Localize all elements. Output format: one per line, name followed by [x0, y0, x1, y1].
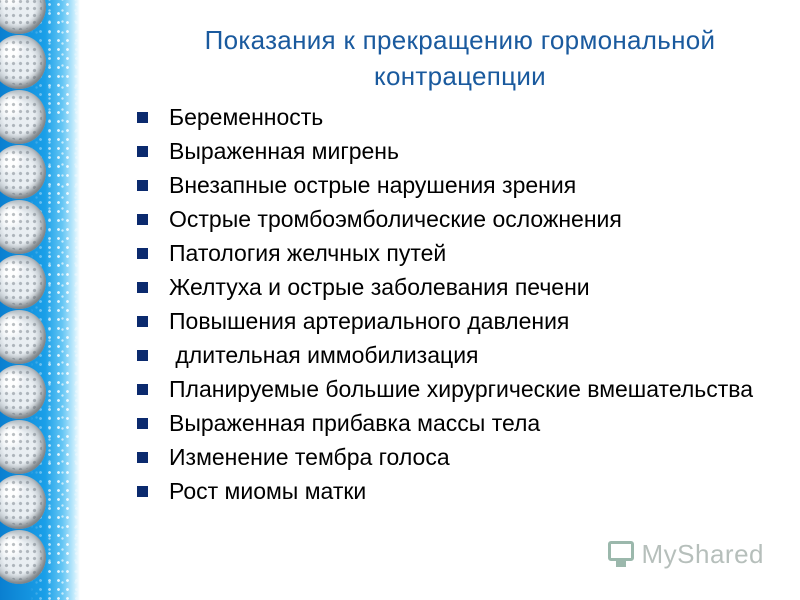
- square-bullet-icon: [137, 384, 148, 395]
- bullet-text: Патология желчных путей: [169, 240, 447, 266]
- golf-ball-decoration: [0, 200, 46, 254]
- golf-ball-decoration: [0, 420, 46, 474]
- golf-ball-decoration: [0, 365, 46, 419]
- square-bullet-icon: [137, 486, 148, 497]
- bullet-item: [137, 344, 757, 366]
- monitor-icon: [606, 541, 636, 569]
- bullet-item: [137, 446, 757, 468]
- bullet-item: [137, 378, 757, 400]
- golf-ball-decoration: [0, 310, 46, 364]
- bullet-text: Внезапные острые нарушения зрения: [169, 172, 577, 198]
- square-bullet-icon: [137, 316, 148, 327]
- decorative-ball-column: [0, 0, 48, 600]
- slide-title: Показания к прекращению гормональной контрацепции: [204, 25, 716, 91]
- square-bullet-icon: [137, 214, 148, 225]
- bullet-item: [137, 174, 757, 196]
- bullet-item: [137, 208, 757, 230]
- square-bullet-icon: [137, 452, 148, 463]
- golf-ball-decoration: [0, 255, 46, 309]
- bullet-item: [137, 140, 757, 162]
- square-bullet-icon: [137, 248, 148, 259]
- bullet-list: [137, 106, 757, 514]
- bullet-text: Желтуха и острые заболевания печени: [169, 274, 590, 300]
- bullet-text: Повышения артериального давления: [169, 308, 570, 334]
- square-bullet-icon: [137, 180, 148, 191]
- square-bullet-icon: [137, 282, 148, 293]
- square-bullet-icon: [137, 146, 148, 157]
- bullet-item: [137, 480, 757, 502]
- golf-ball-decoration: [0, 530, 46, 584]
- bullet-item: [137, 242, 757, 264]
- square-bullet-icon: [137, 418, 148, 429]
- bullet-text: Планируемые большие хирургические вмешательства: [169, 376, 754, 402]
- square-bullet-icon: [137, 350, 148, 361]
- watermark-text: MyShared: [641, 539, 764, 569]
- bullet-text: Выраженная мигрень: [169, 138, 399, 164]
- bullet-text: длительная иммобилизация: [169, 342, 479, 368]
- bullet-item: [137, 412, 757, 434]
- myshared-watermark: [606, 539, 765, 570]
- golf-ball-decoration: [0, 0, 46, 34]
- bullet-item: [137, 310, 757, 332]
- golf-ball-decoration: [0, 145, 46, 199]
- golf-ball-decoration: [0, 35, 46, 89]
- bullet-text: Рост миомы матки: [169, 478, 367, 504]
- bullet-item: [137, 106, 757, 128]
- square-bullet-icon: [137, 112, 148, 123]
- golf-ball-decoration: [0, 475, 46, 529]
- bullet-text: Изменение тембра голоса: [169, 444, 450, 470]
- golf-ball-decoration: [0, 90, 46, 144]
- bullet-text: Выраженная прибавка массы тела: [169, 410, 541, 436]
- bullet-item: [137, 276, 757, 298]
- bullet-text: Беременность: [169, 104, 324, 130]
- bullet-text: Острые тромбоэмболические осложнения: [169, 206, 622, 232]
